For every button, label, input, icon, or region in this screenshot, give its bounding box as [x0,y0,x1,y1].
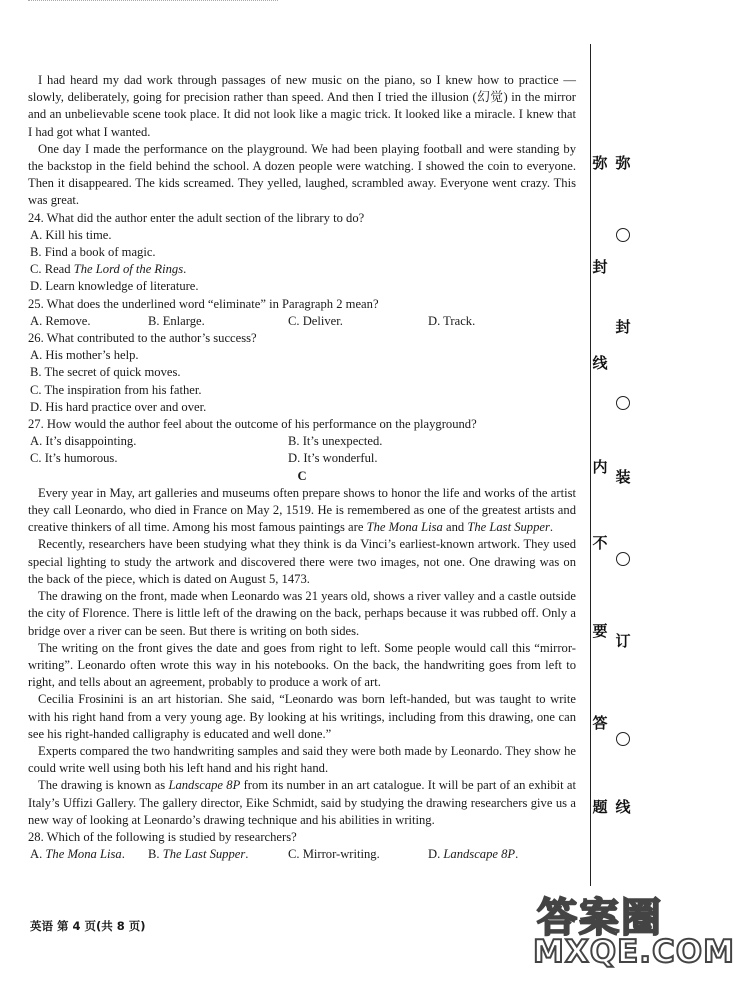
question-28 [28,829,576,863]
question-25-stem: 25. What does the underlined word “eliminate” in Paragraph 2 mean? [28,296,379,311]
question-28-option-a: A. The Mona Lisa. [30,847,125,862]
margin-char-right-5: 线 [615,798,631,816]
margin-char-left-3: 线 [592,354,608,372]
passage-c-paragraph-6: Experts compared the two handwriting samples and said they were both made by Leonardo. They show he could write well using both his left hand and his right hand. [28,743,576,776]
margin-char-left-7: 答 [592,714,608,732]
question-26-option-c: C. The inspiration from his father. [30,382,202,397]
binding-hole-icon [616,396,630,410]
question-27 [28,416,576,468]
question-27-options-ab [28,433,576,450]
question-24-option-a: A. Kill his time. [30,227,112,242]
margin-char-right-1: 弥 [615,154,631,172]
page-footer: 英语 第 4 页(共 8 页) [30,919,146,933]
question-25-option-a: A. Remove. [30,313,91,328]
binding-hole-icon [616,732,630,746]
question-25-option-c: C. Deliver. [288,313,343,328]
paragraph-illusion: I had heard my dad work through passages of new music on the piano, so I knew how to practice — slowly, deliberately, going for precision rather than speed. And then I tried the illusion (幻觉) in the mirror and an unbelievable scene took place. It did not look like a magic trick. It looked like a miracle. I knew that I had got what I wanted. [28,73,576,139]
question-26-stem: 26. What contributed to the author’s success? [28,331,257,346]
passage-c-paragraph-4: The writing on the front gives the date and goes from right to left. Some people would call this “mirror-writing”. Leonardo often wrote this way in his notebooks. On the back, the handwriting goes from left to right, and tells about an agreement, probably to produce a work of art. [28,640,576,690]
passage-c-paragraph-3: The drawing on the front, made when Leonardo was 21 years old, shows a river valley and a castle outside the city of Florence. There is little left of the drawing on the back, perhaps because it was rubbed off. Only a bridge over a river can be seen. But there is writing on both sides. [28,589,576,638]
margin-char-left-2: 封 [592,258,608,276]
watermark-logo [527,882,735,978]
top-edge-line [28,0,278,3]
question-27-option-c: C. It’s humorous. [30,451,118,466]
margin-char-left-1: 弥 [592,154,608,172]
question-28-option-c: C. Mirror-writing. [288,847,380,862]
question-27-option-d: D. It’s wonderful. [288,451,378,466]
passage-c-paragraph-1: Every year in May, art galleries and museums often prepare shows to honor the life and works of the artist they call Leonardo, who died in France on May 2, 1519. He is remembered as one of the greatest artists and creative thinkers of all time. Among his most famous paintings are The Mona Lisa and The Last Supper. [28,485,576,535]
binding-hole-icon [616,552,630,566]
margin-char-right-4: 订 [615,632,631,650]
question-28-options [28,846,576,863]
question-24-option-b: B. Find a book of magic. [30,245,156,260]
question-28-option-d: D. Landscape 8P. [428,847,519,862]
passage-c-paragraph-5: Cecilia Frosinini is an art historian. She said, “Leonardo was born left-handed, but was taught to write with his right hand from a very young age. By looking at his writings, including from this drawing, one can see his right-handed calligraphy is educated and well done.” [28,692,576,741]
question-24-option-d: D. Learn knowledge of literature. [30,279,199,294]
question-25 [28,296,576,330]
binding-hole-icon [616,228,630,242]
passage-c-paragraph-7: The drawing is known as Landscape 8P from its number in an art catalogue. It will be part of an exhibit at Italy’s Uffizi Gallery. The gallery director, Eike Schmidt, said by studying the drawing researchers give us a new way of looking at Leonardo’s drawing technique and his abilities in writing. [28,778,576,827]
question-28-stem: 28. Which of the following is studied by researchers? [28,829,297,844]
section-heading-c: C [297,468,307,483]
question-25-option-b: B. Enlarge. [148,313,205,328]
question-26-option-d: D. His hard practice over and over. [30,399,207,414]
question-25-option-d: D. Track. [428,313,476,328]
question-27-option-b: B. It’s unexpected. [288,434,383,449]
question-26-option-a: A. His mother’s help. [30,348,139,363]
question-27-options-cd [28,450,576,467]
question-24 [28,210,576,296]
question-27-option-a: A. It’s disappointing. [30,434,137,449]
margin-char-left-5: 不 [592,534,608,552]
watermark-logo-url: MXQE.COM [533,934,735,970]
question-25-options [28,313,576,330]
question-28-option-b: B. The Last Supper. [148,847,249,862]
question-26 [28,330,576,416]
question-24-stem: 24. What did the author enter the adult section of the library to do? [28,210,365,225]
watermark-logo-top: 答案圈 [537,895,663,941]
question-27-stem: 27. How would the author feel about the outcome of his performance on the playground? [28,417,477,432]
margin-char-left-6: 要 [592,622,608,640]
margin-char-left-4: 内 [592,458,608,476]
margin-char-right-2: 封 [615,318,631,336]
question-24-option-c: C. Read The Lord of the Rings. [30,262,187,277]
margin-char-left-8: 题 [592,798,608,816]
paragraph-playground: One day I made the performance on the playground. We had been playing football and were standing by the backstop in the field behind the school. A dozen people were watching. I showed the coin to everyone. Then it disappeared. The kids screamed. They yelled, laughed, scrambled away. Everyone went crazy. This was great. [28,141,576,208]
exam-content [28,72,576,863]
passage-c-paragraph-2: Recently, researchers have been studying what they think is da Vinci’s earliest-known artwork. They used special lighting to study the artwork and discovered there were two images, not one. One drawing was on the back of the piece, which is dated on August 5, 1473. [28,537,576,586]
question-26-option-b: B. The secret of quick moves. [30,365,181,380]
margin-char-right-3: 装 [615,468,631,486]
